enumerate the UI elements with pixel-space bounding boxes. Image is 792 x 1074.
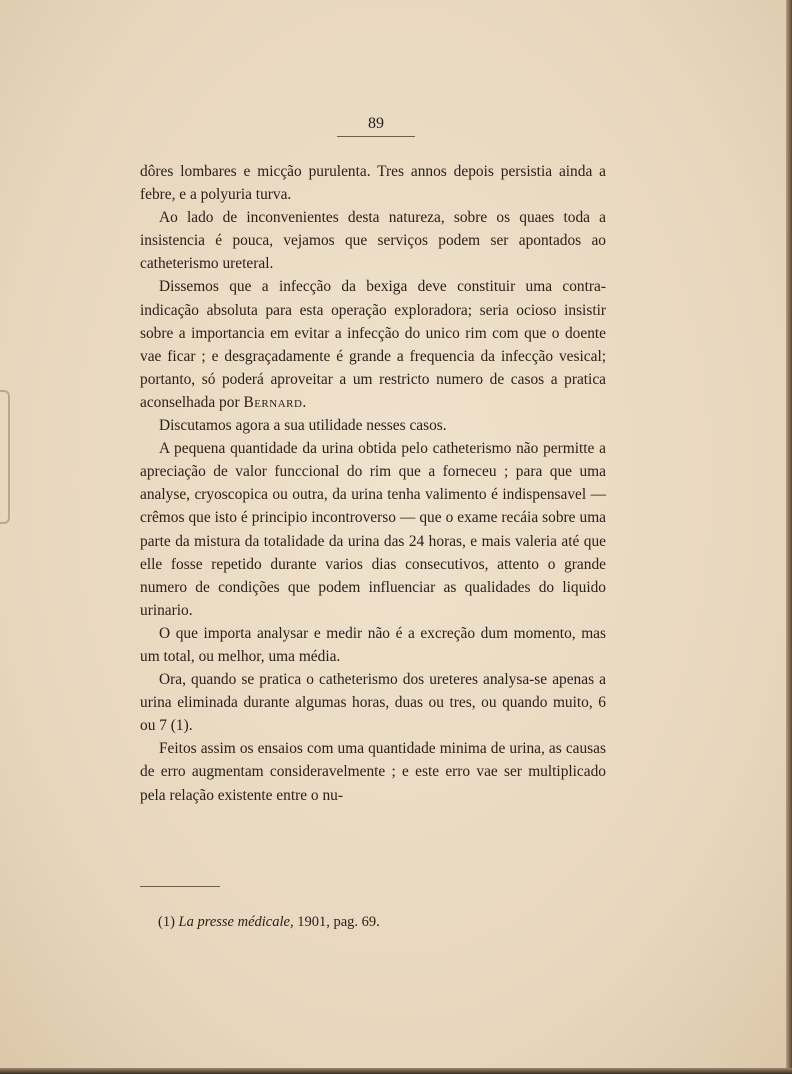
paragraph: Dissemos que a infecção da bexiga deve constituir uma contra-indicação absoluta para esta operação exploradora; seria ocioso insistir sobre a importancia em evitar a infecção do unico rim com que o doente vae ficar ; e desgraçadamente é grande a frequencia da infecção vesical; portanto, só poderá aproveitar a um restricto numero de casos a pratica aconselhada por Bernard. [140,278,606,411]
paragraph: O que importa analysar e medir não é a excreção dum momento, mas um total, ou melhor, uma média. [140,624,606,665]
paragraph: Discutamos agora a sua utilidade nesses casos. [159,417,447,435]
paragraph: dôres lombares e micção purulenta. Tres annos depois persistia ainda a febre, e a polyuria turva. [140,163,606,204]
footnote-source: La presse médicale, [178,914,294,930]
paragraph: Ora, quando se pratica o catheterismo dos ureteres analysa-se apenas a urina eliminada durante algumas horas, duas ou tres, ou quando muito, 6 ou 7 (1). [140,671,606,735]
footnote [158,912,578,932]
page-edge-bottom [0,1068,792,1074]
page-edge-right [786,0,792,1074]
page-number-rule [337,136,415,137]
binding-thread [0,390,10,524]
body-text [140,160,606,807]
paragraph: Feitos assim os ensaios com uma quantidade minima de urina, as causas de erro augmentam consideravelmente ; e este erro vae ser multiplicado pela relação existente entre o nu- [140,740,606,804]
author-name: Bernard. [243,393,307,411]
footnote-rule [140,886,220,887]
page-number: 89 [368,115,384,132]
footnote-details: 1901, pag. 69. [297,914,380,930]
paragraph: A pequena quantidade da urina obtida pelo catheterismo não permitte a apreciação de valor funccional do rim que a forneceu ; para que uma analyse, cryoscopica ou outra, da urina tenha valimento é indispensavel — crêmos que isto é principio incontroverso — que o exame recáia sobre uma parte da mistura da totalidade da urina das 24 horas, e mais valeria até que elle fosse repetido durante varios dias consecutivos, attento o grande numero de condições que podem influenciar as qualidades do liquido urinario. [140,440,606,619]
footnote-marker: (1) [158,914,175,930]
paragraph: Ao lado de inconvenientes desta natureza, sobre os quaes toda a insistencia é pouca, vejamos que serviços podem ser apontados ao catheterismo ureteral. [140,209,606,273]
